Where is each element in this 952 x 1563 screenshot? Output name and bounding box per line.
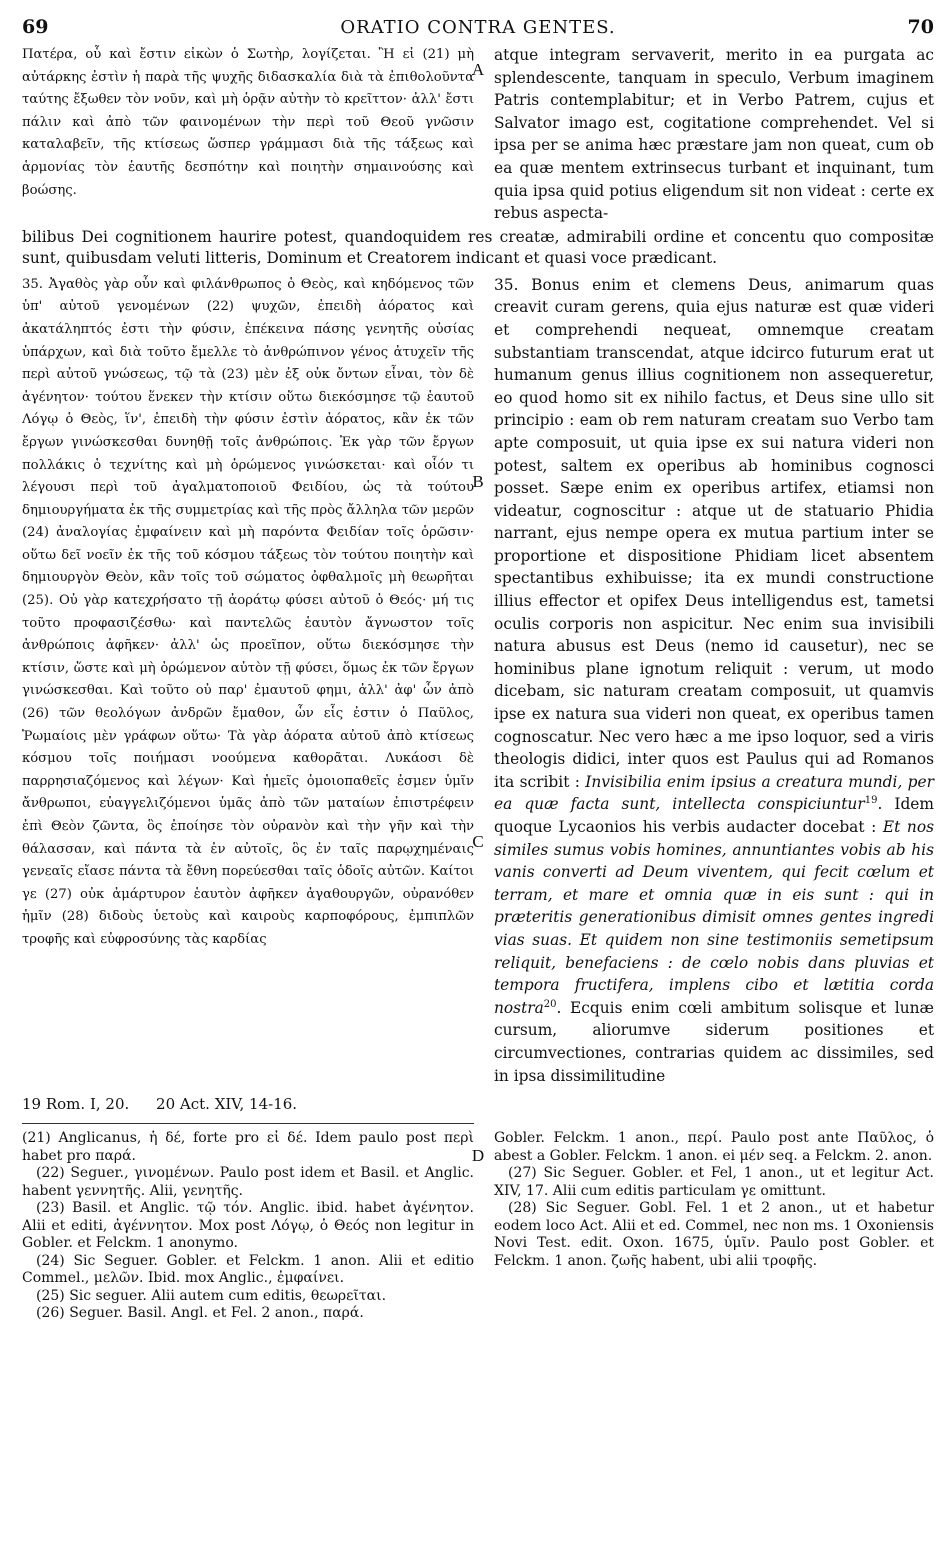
note-22: (22) Seguer., γινομένων. Paulo post idem et Basil. et Anglic. habent γεννητῆς. Alii, γενητῆς. [22,1165,474,1199]
latin-text-34: atque integram servaverit, merito in ea purgata ac splendescente, tanquam in speculo, Verbum imaginem Patris contemplabitur; et in Verbo Patrem, cujus et Salvator imago est, cogitatione comprehendet. Vel si ipsa per se anima hæc præstare jam non queat, cum ob ea quæ mentem extrinsecus turbant et inquinant, tum quia ipsa quid potius eligendum sit non videat : certe ex rebus aspecta- [494,46,934,223]
margin-letter-b: B [472,471,484,491]
latin-35-part-2: . Idem quoque Lycaonios his verbis audacter docebat : [494,795,934,836]
bible-ref-20: 20 Act. XIV, 14-16. [156,1095,298,1114]
latin-text-34-continued: bilibus Dei cognitionem haurire potest, quandoquidem res creatæ, admirabili ordine et concentu quo compositæ sunt, quibusdam veluti litteris, Dominum et Creatorem indicant et quasi voce prædicant. [22,227,934,268]
section-35-block [22,274,934,1087]
latin-35-part-3: . Ecquis enim cœli ambitum solisque et lunæ cursum, aliorumve siderum positiones et circumvectiones, contrarias quidem ac dissimiles, sed in ipsa dissimilitudine [494,998,934,1085]
latin-35-quote-acts: Et nos similes sumus vobis homines, annuntiantes vobis ab his vanis converti ad Deum viventem, qui fecit cœlum et terram, et mare et omnia quæ in eis sunt : qui in præteritis generationibus dimisit omnes gentes ingredi vias suas. Et quidem non sine testimoniis semetipsum reliquit, benefaciens : de cœlo nobis dans pluvias et tempora fructifera, implens cibo et lætitia corda nostra [494,818,934,1017]
page [22,14,934,1554]
note-21: (21) Anglicanus, ἡ δέ, forte pro εἰ δέ. Idem paulo post περὶ habet pro παρά. [22,1130,474,1164]
note-26-continued: Gobler. Felckm. 1 anon., περί. Paulo post ante Παῦλος, ὁ abest a Gobler. Felckm. 1 anon. ei μέν seq. a Felckm. 2. anon. [494,1130,934,1164]
greek-text-35: 35. Ἀγαθὸς γὰρ οὖν καὶ φιλάνθρωπος ὁ Θεὸς, καὶ κηδόμενος τῶν ὑπ' αὐτοῦ γενομένων (22) ψυχῶν, ἐπειδὴ ἀόρατος καὶ ἀκατάληπτός ἐστι τὴν φύσιν, ἐπέκεινα πάσης γενητῆς οὐσίας ὑπάρχων, καὶ διὰ τοῦτο ἔμελλε τὸ ἀνθρώπινον γένος ἀτυχεῖν τῆς περὶ αὐτοῦ γνώσεως, τῷ τὰ (23) μὲν ἐξ οὐκ ὄντων εἶναι, τὸν δὲ ἀγένητον· τούτου ἕνεκεν τὴν κτίσιν οὕτω διεκόσμησε τῷ ἑαυτοῦ Λόγῳ ὁ Θεὸς, ἵν', ἐπειδὴ τὴν φύσιν ἐστὶν ἀόρατος, κἂν ἐκ τῶν ἔργων γινώσκεσθαι δυνηθῇ τοῖς ἀνθρώποις. Ἐκ γὰρ τῶν ἔργων πολλάκις ὁ τεχνίτης καὶ μὴ ὁρώμενος γινώσκεται· καὶ οἷόν τι λέγουσι περὶ τοῦ ἀγαλματοποιοῦ Φειδίου, ὡς τὰ τούτου δημιουργήματα ἐκ τῆς συμμετρίας καὶ τῆς πρὸς ἄλληλα τῶν μερῶν (24) ἀναλογίας ἐμφαίνειν καὶ μὴ παρόντα Φειδίαν τοῖς ὁρῶσιν· οὕτω δεῖ νοεῖν ἐκ τῆς τοῦ κόσμου τάξεως τὸν τούτου ποιητὴν καὶ δημιουργὸν Θεὸν, κἂν τοῖς τοῦ σώματος ὀφθαλμοῖς μὴ θεωρῆται (25). Οὐ γὰρ κατεχρήσατο τῇ ἀοράτῳ φύσει αὐτοῦ ὁ Θεός· μή τις τοῦτο προφασιζέσθω· καὶ παντελῶς ἑαυτὸν ἄγνωστον τοῖς ἀνθρώποις ἀφῆκεν· ἀλλ' ὡς προεῖπον, οὕτω διεκόσμησε τὴν κτίσιν, ὥστε καὶ μὴ ὁρώμενον αὐτὸν τῇ φύσει, ὅμως ἐκ τῶν ἔργων γινώσκεσθαι. Καὶ τοῦτο οὐ παρ' ἐμαυτοῦ φημι, ἀλλ' ἀφ' ὧν ἀπὸ (26) τῶν θεολόγων ἀνδρῶν ἔμαθον, ὧν εἷς ἐστιν ὁ Παῦλος, Ῥωμαίοις μὲν γράφων οὕτω· Τὰ γὰρ ἀόρατα αὐτοῦ ἀπὸ κτίσεως κόσμου τοῖς ποιήμασι νοούμενα καθορᾶται. Λυκάοσι δὲ παρρησιαζόμενος καὶ λέγων· Καὶ ἡμεῖς ὁμοιοπαθεῖς ἐσμεν ὑμῖν ἄνθρωποι, εὐαγγελιζόμενοι ὑμᾶς ἀπὸ τῶν ματαίων ἐπιστρέφειν ἐπὶ Θεὸν ζῶντα, ὃς ἐποίησε τὸν οὐρανὸν καὶ τὴν γῆν καὶ τὴν θάλασσαν, καὶ πάντα τὰ ἐν αὐτοῖς, ὃς ἐν ταῖς παρῳχημέναις γενεαῖς εἴασε πάντα τὰ ἔθνη πορεύεσθαι ταῖς ὁδοῖς αὐτῶν. Καίτοι γε (27) οὐκ ἀμάρτυρον ἑαυτὸν ἀφῆκεν ἀγαθουργῶν, οὐρανόθεν ἡμῖν (28) διδοὺς ὑετοὺς καὶ καιροὺς καρποφόρους, ἐμπιπλῶν τροφῆς καὶ εὐφροσύνης τὰς καρδίας [22,276,474,947]
section-34-block [22,44,934,270]
latin-35-part-1: 35. Bonus enim et clemens Deus, animarum quas creavit curam gerens, quia ejus naturæ est quæ videri et comprehendi nequeat, omnemque creatam substantiam transcendat, atque idcirco futurum erat ut humanum genus illius cognitionem non assequeretur, eo quod homo sit ex nihilo factus, et Deus sine ullo sit principio : eam ob rem naturam creatam suo Verbo tam apte composuit, ut quia ipse ex sui natura videri non potest, saltem ex operibus ab hominibus cognosci posset. Sæpe enim ex operibus artifex, etiamsi non videatur, cognoscitur : atque ut de statuario Phidia narrant, ejus nempe opera ex mutua partium inter se proportione et dispositione Phidiam licet absentem spectantibus exhibuisse; ita ex mundi constructione illius effector et opifex Deus intelligendus est, tametsi oculis corporis non aspicitur. Nec enim sua invisibili natura abusus est Deus (nemo id causetur), nec se hominibus plane ignotum reliquit : verum, ut modo dicebam, sic naturam creatam composuit, ut quamvis ipse ex natura sua videri non queat, ex operibus tamen cognoscatur. Nec vero hæc a me ipso loquor, sed a viris theologis didici, inter quos est Paulus qui ad Romanos ita scribit : [494,275,934,791]
margin-letter-d: D [471,1146,485,1166]
notes-divider [22,1123,474,1124]
footnote-mark-19: 19 [864,795,878,807]
notes-right-column [494,1130,934,1323]
running-title: ORATIO CONTRA GENTES. [340,17,616,38]
footnote-mark-20: 20 [543,998,557,1010]
note-26: (26) Seguer. Basil. Angl. et Fel. 2 anon., παρά. [36,1305,364,1322]
note-28: (28) Sic Seguer. Gobl. Fel. 1 et 2 anon., ut et habetur eodem loco Act. Alii et ed. Commel, nec non ms. 1 Oxoniensis Novi Test. edit. Oxon. 1675, ὑμῖν. Paulo post Gobler. et Felckm. 1 anon. ζωῆς habent, ubi alii τροφῆς. [494,1200,934,1269]
bible-references [22,1093,934,1115]
notes-left-column [22,1130,474,1323]
margin-letter-a: A [471,60,485,79]
latin-35-quote-romans: Invisibilia enim ipsius a creatura mundi, per ea quæ facta sunt, intellecta conspiciuntur [494,772,934,814]
page-number-right: 70 [907,16,934,38]
margin-letter-c: C [472,831,484,851]
critical-notes [22,1130,934,1323]
greek-text-34: Πατέρα, οὗ καὶ ἔστιν εἰκὼν ὁ Σωτὴρ, λογίζεται. Ἢ εἰ (21) μὴ αὐτάρκης ἐστὶν ἡ παρὰ τῆς ψυχῆς διδασκαλία διὰ τὰ ἐπιθολοῦντα ταύτης ἔξωθεν τὸν νοῦν, καὶ μὴ ὁρᾷν αὐτὴν τὸ κρεῖττον· ἀλλ' ἔστι πάλιν καὶ ἀπὸ τῶν φαινομένων τὴν περὶ τοῦ Θεοῦ γνῶσιν καταλαβεῖν, τῆς κτίσεως ὥσπερ γράμμασι διὰ τῆς τάξεως καὶ ἁρμονίας τὸν ἑαυτῆς δεσπότην καὶ ποιητὴν σημαινούσης καὶ βοώσης. [22,47,474,198]
note-24: (24) Sic Seguer. Gobler. et Felckm. 1 anon. Alii et editio Commel., μελῶν. Ibid. mox Anglic., ἐμφαίνει. [22,1252,474,1287]
running-header [22,14,934,44]
page-number-left: 69 [22,16,49,38]
note-23: (23) Basil. et Anglic. τῷ τόν. Anglic. ibid. habet ἀγένητον. Alii et editi, ἀγέννητον. Mox post Λόγῳ, ὁ Θεός non legitur in Gobler. et Felckm. 1 anonymo. [22,1200,474,1252]
bible-ref-19: 19 Rom. I, 20. [22,1095,130,1114]
note-27: (27) Sic Seguer. Gobler. et Fel, 1 anon., ut et legitur Act. XIV, 17. Alii cum editis particulam γε omittunt. [494,1165,934,1199]
note-25: (25) Sic seguer. Alii autem cum editis, θεωρεῖται. [36,1287,387,1304]
latin-text-35 [494,274,934,1087]
